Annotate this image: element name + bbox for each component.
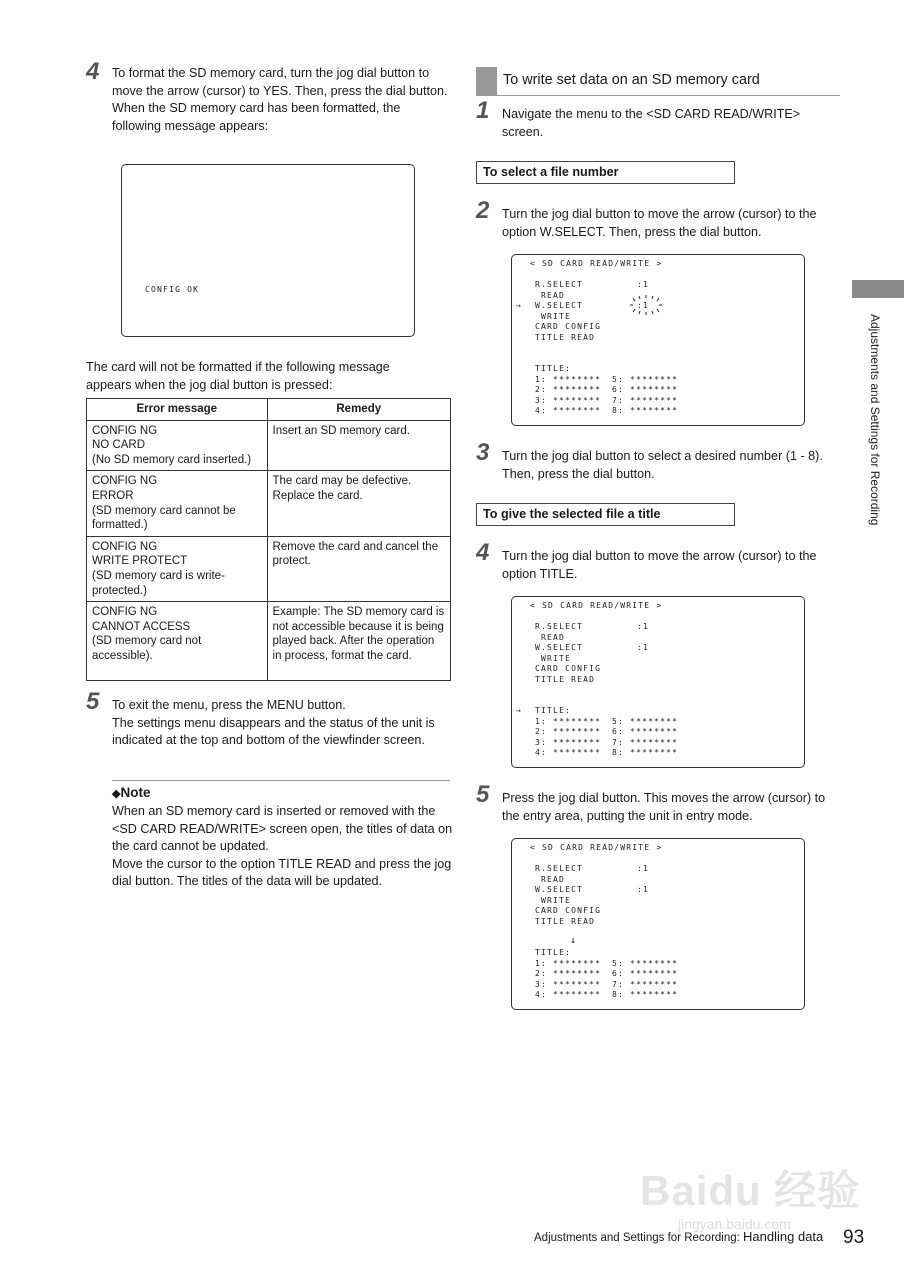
title-slot: 3: ******** — [535, 737, 602, 747]
error-description: (SD memory card is write-protected.) — [92, 569, 225, 597]
table-row — [87, 420, 451, 471]
r-select-label: R.SELECT — [535, 280, 584, 289]
step-5-text — [112, 697, 452, 750]
footer-section: Adjustments and Settings for Recording: — [534, 1232, 740, 1244]
title-slot: 2: ******** — [535, 969, 602, 978]
side-tab-label: Adjustments and Settings for Recording — [868, 314, 882, 526]
title-slot: 2: ******** — [535, 385, 602, 394]
r-select-label: R.SELECT — [535, 864, 584, 873]
remedy-cell: The card may be defective. Replace the card. — [267, 471, 450, 536]
error-table-header — [87, 399, 451, 421]
title-slot: 7: ******** — [612, 737, 679, 747]
screen-header: < SD CARD READ/WRITE > — [530, 259, 663, 268]
step-number: 5 — [86, 688, 100, 715]
w-select-label: W.SELECT — [535, 885, 584, 894]
title-read-label: TITLE READ — [535, 674, 596, 684]
title-label: TITLE: — [535, 706, 572, 715]
step-number: 5 — [476, 781, 490, 808]
write-label: WRITE — [541, 653, 572, 663]
watermark-url: jingyan.baidu.com — [678, 1216, 791, 1232]
title-read-label: TITLE READ — [535, 916, 596, 926]
right-step-3-text: Turn the jog dial button to select a desired number (1 - 8). Then, press the dial button. — [502, 449, 823, 481]
error-code: CONFIG NG — [92, 475, 158, 488]
sd-card-screen-title — [511, 596, 805, 768]
title-slot: 1: ******** — [535, 374, 602, 384]
error-code: CONFIG NG — [92, 424, 158, 437]
side-tab-marker — [852, 280, 904, 298]
title-slot: 4: ******** — [535, 748, 602, 757]
cursor-arrow-icon: → — [516, 706, 523, 715]
write-label: WRITE — [541, 311, 572, 321]
sd-card-screen-entry — [511, 838, 805, 1010]
error-code: CONFIG NG — [92, 540, 158, 553]
read-label: READ — [541, 632, 566, 642]
note-body — [112, 803, 454, 891]
error-table — [86, 398, 451, 681]
r-select-label: R.SELECT — [535, 622, 584, 631]
title-slot: 3: ******** — [535, 979, 602, 989]
card-config-label: CARD CONFIG — [535, 664, 602, 673]
step-4-result: When the SD memory card has been formatted, the following message appears: — [112, 101, 401, 133]
error-message-cell — [87, 471, 268, 536]
title-slot: 8: ******** — [612, 748, 679, 757]
title-slot: 1: ******** — [535, 716, 602, 726]
error-message-cell — [87, 602, 268, 681]
config-ok-message: CONFIG OK — [145, 285, 200, 294]
title-slot: 8: ******** — [612, 990, 679, 999]
table-row — [87, 536, 451, 601]
step-number: 1 — [476, 97, 490, 124]
page-number: 93 — [843, 1227, 865, 1248]
screen-header: < SD CARD READ/WRITE > — [530, 601, 663, 610]
subhead-give-title: To give the selected file a title — [476, 503, 735, 526]
title-slot: 7: ******** — [612, 979, 679, 989]
step-number: 3 — [476, 439, 490, 466]
note-text-1: When an SD memory card is inserted or removed with the <SD CARD READ/WRITE> screen open, the titles of data on the card cannot be updated. — [112, 804, 453, 853]
title-slot: 8: ******** — [612, 406, 679, 415]
cursor-arrow-icon: → — [516, 301, 523, 310]
title-read-label: TITLE READ — [535, 332, 596, 342]
step-4-text — [112, 65, 452, 135]
section-title: To write set data on an SD memory card — [503, 72, 760, 88]
sd-card-screen-w-select — [511, 254, 805, 426]
error-description: (SD memory card cannot be formatted.) — [92, 504, 236, 532]
header-remedy: Remedy — [267, 399, 450, 421]
title-slot: 6: ******** — [612, 385, 679, 394]
error-message-cell — [87, 420, 268, 471]
error-description: (No SD memory card inserted.) — [92, 453, 252, 466]
read-label: READ — [541, 290, 566, 300]
note-title: Note — [120, 785, 151, 800]
w-select-value: :1 — [637, 885, 650, 894]
step-4-instruction: To format the SD memory card, turn the jog dial button to move the arrow (cursor) to YES. Then, press the dial button. — [112, 66, 448, 98]
note-heading — [112, 784, 150, 803]
note-divider — [112, 780, 450, 781]
read-label: READ — [541, 874, 566, 884]
error-description: (SD memory card not accessible). — [92, 635, 202, 662]
table-row — [87, 471, 451, 536]
title-slot: 2: ******** — [535, 727, 602, 736]
error-type: WRITE PROTECT — [92, 555, 188, 568]
watermark-logo: Baidu 经验 — [640, 1167, 861, 1214]
card-config-label: CARD CONFIG — [535, 322, 602, 331]
step-5-result: The settings menu disappears and the status of the unit is indicated at the top and bottom of the viewfinder screen. — [112, 715, 435, 747]
footer-topic: Handling data — [743, 1229, 824, 1244]
screen-header: < SD CARD READ/WRITE > — [530, 843, 663, 852]
cursor-down-arrow-icon: ↓ — [570, 935, 578, 946]
viewfinder-screen-config-ok — [121, 164, 415, 337]
side-tab — [866, 314, 886, 534]
card-config-label: CARD CONFIG — [535, 906, 602, 915]
r-select-value: :1 — [637, 280, 650, 289]
format-warning-intro: The card will not be formatted if the following message appears when the jog dial button is pressed: — [86, 360, 390, 392]
step-number: 4 — [476, 539, 490, 566]
step-number: 2 — [476, 197, 490, 224]
header-error-message: Error message — [87, 399, 268, 421]
footer-breadcrumb — [534, 1229, 823, 1246]
title-slot: 4: ******** — [535, 990, 602, 999]
title-slot: 5: ******** — [612, 958, 679, 968]
step-5-instruction: To exit the menu, press the MENU button. — [112, 698, 346, 712]
title-slot: 1: ******** — [535, 958, 602, 968]
w-select-label: W.SELECT — [535, 643, 584, 652]
title-slot: 7: ******** — [612, 395, 679, 405]
r-select-value: :1 — [637, 864, 650, 873]
right-step-4-text: Turn the jog dial button to move the arrow (cursor) to the option TITLE. — [502, 549, 817, 581]
step-number: 4 — [86, 58, 100, 85]
title-label: TITLE: — [535, 364, 572, 373]
remedy-cell: Remove the card and cancel the protect. — [267, 536, 450, 601]
right-step-2-text: Turn the jog dial button to move the arrow (cursor) to the option W.SELECT. Then, press the dial button. — [502, 207, 817, 239]
error-type: ERROR — [92, 489, 134, 502]
w-select-value: :1 — [637, 643, 650, 652]
note-text-2: Move the cursor to the option TITLE READ and press the jog dial button. The titles of the data will be updated. — [112, 856, 452, 888]
error-type: NO CARD — [92, 439, 146, 452]
remedy-cell: Example: The SD memory card is not accessible because it is being played back. After the operation in process, format the card. — [267, 602, 450, 681]
title-slot: 5: ******** — [612, 374, 679, 384]
remedy-cell: Insert an SD memory card. — [267, 420, 450, 471]
error-type: CANNOT ACCESS — [92, 620, 191, 633]
title-slot: 6: ******** — [612, 727, 679, 736]
title-label: TITLE: — [535, 948, 572, 957]
title-slot: 4: ******** — [535, 406, 602, 415]
r-select-value: :1 — [637, 622, 650, 631]
diamond-icon: ◆ — [112, 788, 121, 800]
error-message-cell — [87, 536, 268, 601]
write-label: WRITE — [541, 895, 572, 905]
w-select-value: :1 — [637, 301, 650, 310]
section-marker — [476, 67, 497, 95]
title-slot: 5: ******** — [612, 716, 679, 726]
section-rule — [476, 95, 840, 96]
title-slot: 3: ******** — [535, 395, 602, 405]
w-select-label: W.SELECT — [535, 301, 584, 310]
table-row — [87, 602, 451, 681]
right-step-1-text: Navigate the menu to the <SD CARD READ/WRITE> screen. — [502, 107, 801, 139]
title-slot: 6: ******** — [612, 969, 679, 978]
blinking-indicator-icon — [629, 295, 663, 315]
subhead-select-file-number: To select a file number — [476, 161, 735, 184]
right-step-5-text: Press the jog dial button. This moves the arrow (cursor) to the entry area, putting the unit in entry mode. — [502, 791, 826, 823]
error-code: CONFIG NG — [92, 606, 158, 619]
